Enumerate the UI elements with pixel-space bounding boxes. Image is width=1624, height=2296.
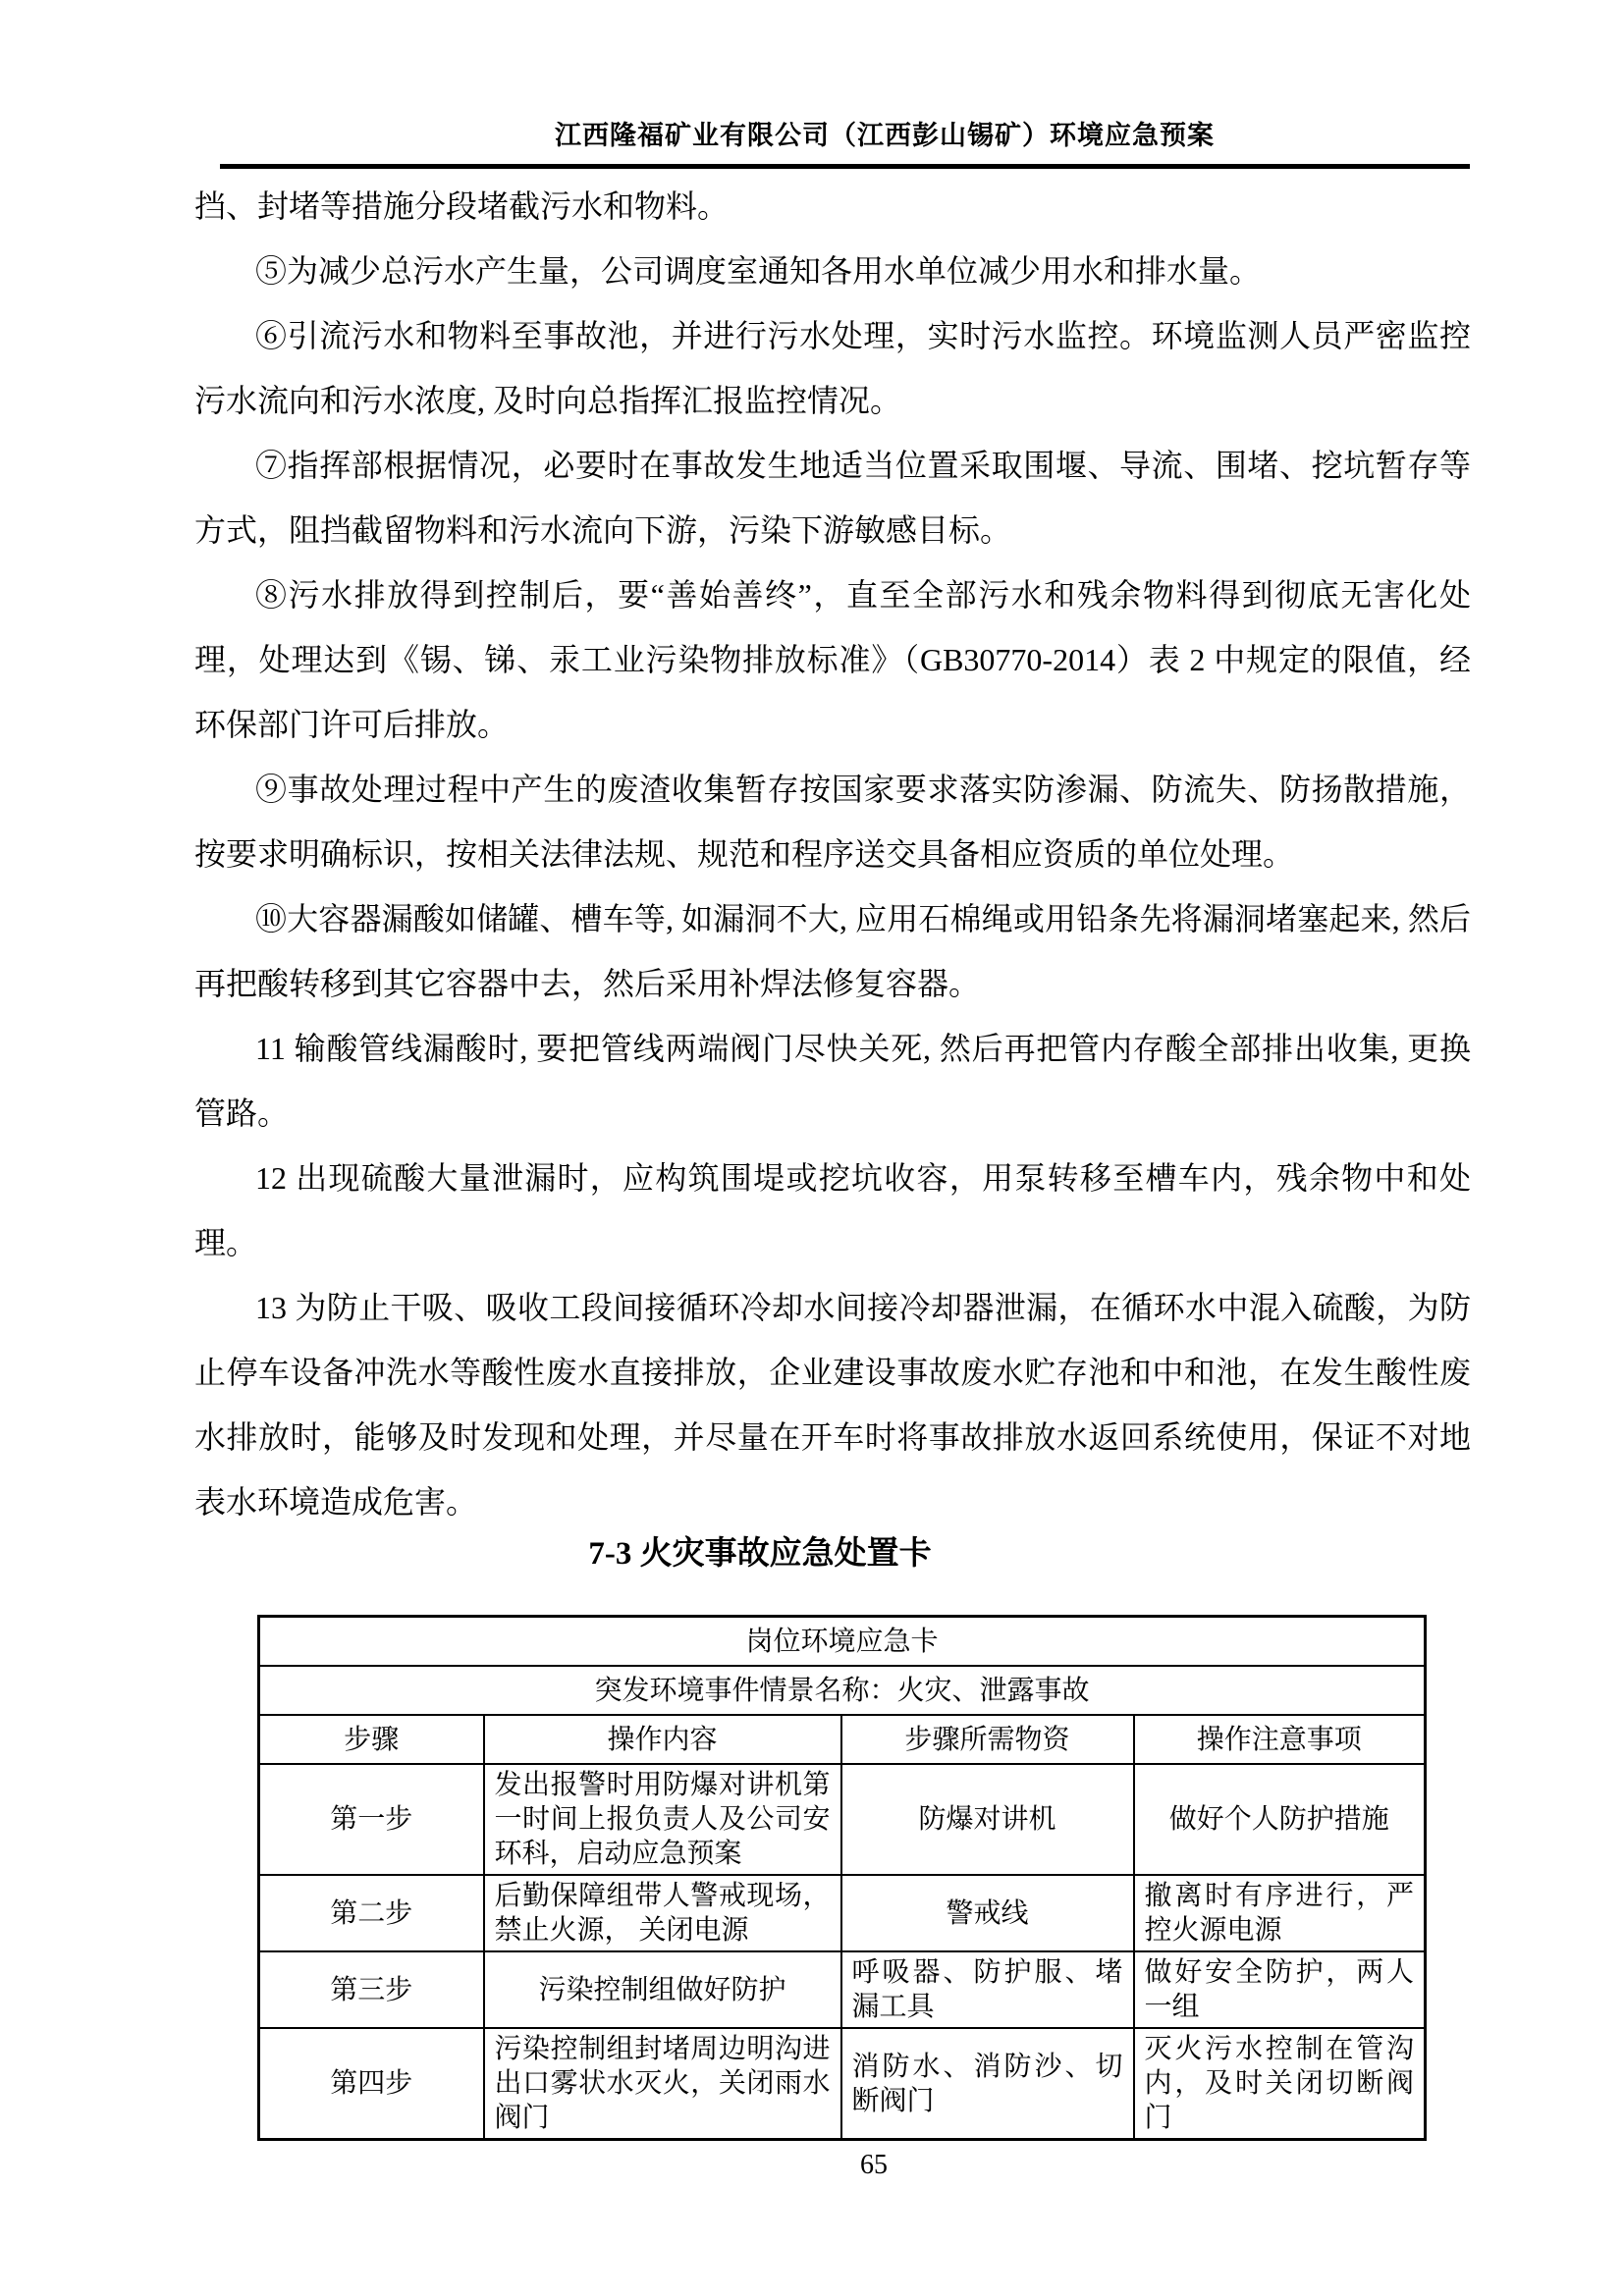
paragraph: ⑨事故处理过程中产生的废渣收集暂存按国家要求落实防渗漏、防流失、防扬散措施，按要求明确标识，按相关法律法规、规范和程序送交具备相应资质的单位处理。	[194, 772, 1471, 872]
page-number: 65	[860, 2150, 888, 2180]
paragraph: ⑦指挥部根据情况，必要时在事故发生地适当位置采取围堰、导流、围堵、挖坑暂存等方式，阻挡截留物料和污水流向下游，污染下游敏感目标。	[194, 448, 1471, 548]
operation-cell: 发出报警时用防爆对讲机第一时间上报负责人及公司安环科，启动应急预案	[484, 1764, 841, 1875]
paragraph: 13 为防止干吸、吸收工段间接循环冷却水间接冷却器泄漏，在循环水中混入硫酸，为防止停车设备冲洗水等酸性废水直接排放，企业建设事故废水贮存池和中和池，在发生酸性废水排放时，能够及时发现和处理，并尽量在开车时将事故排放水返回系统使用，保证不对地表水环境造成危害。	[194, 1290, 1471, 1520]
paragraph: ⑤为减少总污水产生量，公司调度室通知各用水单位减少用水和排水量。	[255, 253, 1262, 289]
operation-cell: 污染控制组做好防护	[484, 1951, 841, 2028]
emergency-card-table	[257, 1615, 1427, 2141]
step-cell: 第二步	[259, 1875, 484, 1951]
table-header-row	[259, 1715, 1426, 1764]
step-cell: 第四步	[259, 2028, 484, 2140]
column-header-step: 步骤	[259, 1715, 484, 1764]
paragraph: 11 输酸管线漏酸时, 要把管线两端阀门尽快关死, 然后再把管内存酸全部排出收集, 更换管路。	[194, 1031, 1471, 1131]
column-header-materials: 步骤所需物资	[841, 1715, 1134, 1764]
table-row	[259, 1764, 1426, 1875]
paragraph: 挡、封堵等措施分段堵截污水和物料。	[194, 188, 730, 224]
table-row	[259, 1951, 1426, 2028]
materials-cell: 消防水、消防沙、切断阀门	[841, 2028, 1134, 2140]
paragraph: ⑩大容器漏酸如储罐、槽车等, 如漏洞不大, 应用石棉绳或用铅条先将漏洞堵塞起来, 然后再把酸转移到其它容器中去，然后采用补焊法修复容器。	[194, 901, 1471, 1001]
materials-cell: 警戒线	[841, 1875, 1134, 1951]
step-cell: 第三步	[259, 1951, 484, 2028]
document-body	[194, 174, 1471, 1534]
table-subtitle: 突发环境事件情景名称：火灾、泄露事故	[259, 1666, 1426, 1715]
notes-cell: 灭火污水控制在管沟内，及时关闭切断阀门	[1134, 2028, 1426, 2140]
table-row	[259, 1875, 1426, 1951]
table-title-row	[259, 1617, 1426, 1667]
section-heading: 7-3 火灾事故应急处置卡	[588, 1536, 932, 1572]
step-cell: 第一步	[259, 1764, 484, 1875]
table-row	[259, 2028, 1426, 2140]
operation-cell: 污染控制组封堵周边明沟进出口雾状水灭火，关闭雨水阀门	[484, 2028, 841, 2140]
materials-cell: 防爆对讲机	[841, 1764, 1134, 1875]
operation-cell: 后勤保障组带人警戒现场，禁止火源， 关闭电源	[484, 1875, 841, 1951]
notes-cell: 做好安全防护，两人一组	[1134, 1951, 1426, 2028]
column-header-operation: 操作内容	[484, 1715, 841, 1764]
notes-cell: 撤离时有序进行，严控火源电源	[1134, 1875, 1426, 1951]
notes-cell: 做好个人防护措施	[1134, 1764, 1426, 1875]
paragraph: ⑧污水排放得到控制后，要“善始善终”，直至全部污水和残余物料得到彻底无害化处理，处理达到《锡、锑、汞工业污染物排放标准》（GB30770-2014）表 2 中规定的限值，经环保部门许可后排放。	[194, 577, 1471, 742]
paragraph: ⑥引流污水和物料至事故池，并进行污水处理，实时污水监控。环境监测人员严密监控污水流向和污水浓度, 及时向总指挥汇报监控情况。	[194, 318, 1471, 418]
header-rule	[220, 164, 1470, 169]
table-title: 岗位环境应急卡	[259, 1617, 1426, 1667]
table-subtitle-row	[259, 1666, 1426, 1715]
paragraph: 12 出现硫酸大量泄漏时，应构筑围堤或挖坑收容，用泵转移至槽车内，残余物中和处理。	[194, 1160, 1471, 1260]
materials-cell: 呼吸器、防护服、堵漏工具	[841, 1951, 1134, 2028]
column-header-notes: 操作注意事项	[1134, 1715, 1426, 1764]
page-header-title: 江西隆福矿业有限公司（江西彭山锡矿）环境应急预案	[555, 121, 1215, 150]
